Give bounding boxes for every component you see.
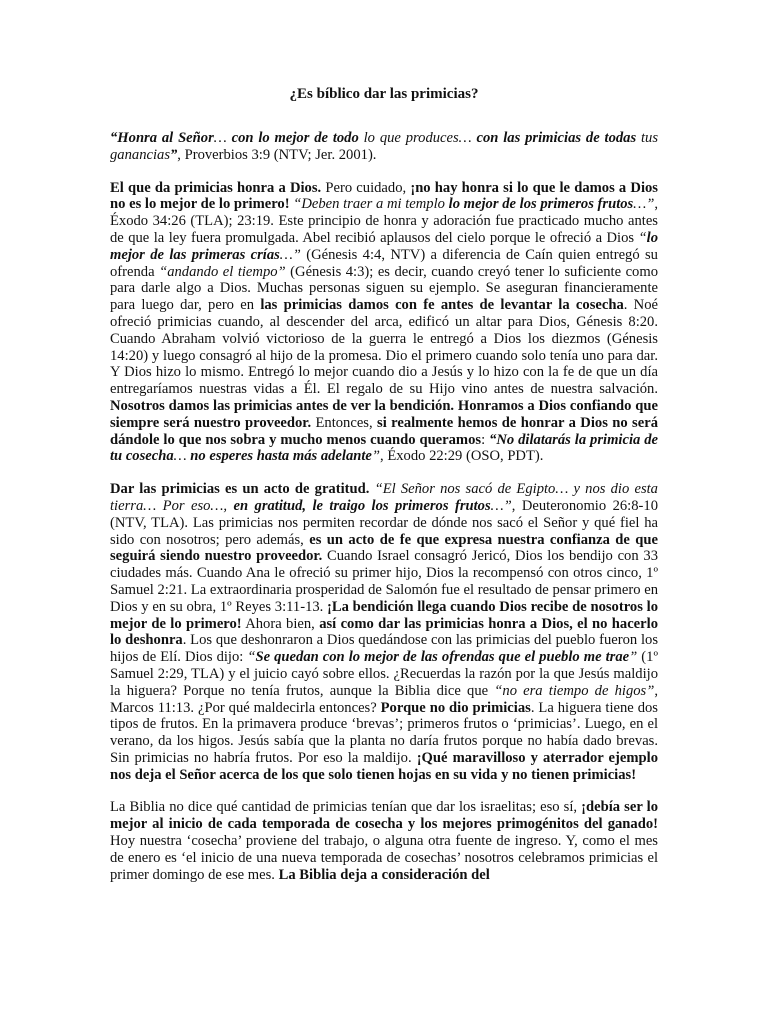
text-run: Nosotros damos las primicias antes de ver la bendición. Honramos a Dios confiando que siempre será nuestro proveedor. <box>110 397 658 431</box>
text-run: (Génesis 4:3); es decir, cuando creyó tener lo suficiente como para darle algo a Dios. Muchas personas siguen su ejemplo. Se aseguran financieramente para luego dar, pero en <box>110 263 659 314</box>
text-run: lo que produces… <box>358 130 477 146</box>
text-run: . La higuera tiene dos tipos de frutos. En la primavera produce ‘brevas’; primeros frutos o ‘primicias’. Luego, en el verano, da los higos. Jesús sabía que la planta no daría frutos porque no había dado brevas. Sin primicias no habría frutos. Por eso la maldijo. <box>110 699 658 766</box>
text-run: … <box>173 448 191 465</box>
text-run: con las primicias de todas <box>476 130 637 146</box>
text-run: ¡La bendición llega cuando Dios recibe de nosotros lo mejor de lo primero! <box>110 598 658 632</box>
text-run: lo mejor de las primeras crías <box>110 229 658 263</box>
text-run: “Deben traer a mi templo <box>289 196 449 213</box>
text-run: La Biblia no dice qué cantidad de primicias tenían que dar los israelitas; eso sí, <box>110 799 582 816</box>
text-run: , Deuteronomio 26:8-10 (NTV, TLA). Las primicias nos permiten recordar de dónde nos sacó el Señor y qué fiel ha sido con nosotros; pero además, <box>110 497 658 548</box>
text-run: La Biblia deja a consideración del <box>278 866 490 883</box>
text-run: . Los que deshonraron a Dios quedándose con las primicias del pueblo fueron los hijos de Elí. Dios dijo: <box>110 632 659 666</box>
text-run: ” <box>371 448 381 465</box>
document-body <box>110 130 658 899</box>
text-run: “No dilatarás la primicia de tu cosecha <box>110 431 659 465</box>
text-run: Pero cuidado, <box>321 179 411 196</box>
text-run: si realmente hemos de honrar a Dios no será dándole lo que nos sobra y mucho menos cuando queramos <box>110 414 658 448</box>
paragraph <box>110 180 658 466</box>
text-run: ¡Qué maravilloso y aterrador ejemplo nos deja el Señor acerca de los que solo tienen hojas en su vida y no tienen primicias! <box>110 749 658 783</box>
text-run: “no era tiempo de higos” <box>494 682 655 699</box>
text-run: “andando el tiempo” <box>159 263 286 280</box>
text-run: , Éxodo 34:26 (TLA); 23:19. Este principio de honra y adoración fue practicado mucho antes de que la ley fuera promulgada. Abel recibió aplausos del cielo porque le ofreció a Dios <box>110 196 658 246</box>
page-title: ¿Es bíblico dar las primicias? <box>289 86 479 102</box>
text-run: , Proverbios 3:9 (NTV; Jer. 2001). <box>177 146 377 163</box>
text-run: , Éxodo 22:29 (OSO, PDT). <box>380 448 544 465</box>
text-run: Se quedan con lo mejor de las ofrendas que el pueblo me trae <box>255 649 630 666</box>
paragraph <box>110 130 658 164</box>
text-run: , Marcos 11:13. ¿Por qué maldecirla entonces? <box>110 682 658 716</box>
text-run: . Noé ofreció primicias cuando, al descender del arca, edificó un altar para Dios, Génesis 8:20. Cuando Abraham volvió victorioso de la guerra le entregó a Dios los diezmos (Génesis 14:20) y luego consagró al hijo de la promesa. Dio el primero cuando solo tenía uno para dar. Y Dios hizo lo mismo. Entregó lo mejor cuando dio a Jesús y lo hizo con la fe de que un día entregaríamos nuestras vidas a Él. El regalo de su Hijo vino antes de nuestra salvación. <box>110 297 658 398</box>
text-run: ” <box>629 649 638 666</box>
text-run: Cuando Israel consagró Jericó, Dios los bendijo con 33 ciudades más. Cuando Ana le ofreció su primer hijo, Dios la recompensó con otros cinco, 1º Samuel 2:21. La extraordinaria prosperidad de Salomón fue el resultado de pensar primero en Dios y en su obra, 1º Reyes 3:11-13. <box>110 548 658 615</box>
text-run: las primicias damos con fe antes de levantar la cosecha <box>260 297 624 314</box>
text-run: “Honra al Señor <box>110 130 214 146</box>
text-run: ” <box>170 146 178 163</box>
text-run: así como dar las primicias honra a Dios, el no hacerlo lo deshonra <box>110 615 658 649</box>
text-run: tus ganancias <box>110 130 659 163</box>
paragraph <box>110 799 658 883</box>
text-run: con lo mejor de todo <box>231 130 359 146</box>
text-run: “ <box>638 229 647 246</box>
paragraph <box>110 481 658 783</box>
text-run: Porque no dio primicias <box>380 699 531 716</box>
text-run: (1º Samuel 2:29, TLA) y el juicio cayó sobre ellos. ¿Recuerdas la razón por la que Jesús maldijo la higuera? Porque no tenía frutos, aunque la Biblia dice que <box>110 649 658 699</box>
text-run: es un acto de fe que expresa nuestra confianza de que seguirá siendo nuestro proveedor. <box>110 531 659 565</box>
text-run: “El Señor nos sacó de Egipto… y nos dio esta tierra… Por eso…, <box>110 481 658 514</box>
text-run: : <box>481 431 490 448</box>
text-run: Ahora bien, <box>241 615 320 632</box>
text-run: …” <box>279 246 301 263</box>
text-run: … <box>213 130 232 146</box>
text-run: (Génesis 4:4, NTV) a diferencia de Caín quien entregó su ofrenda <box>110 246 658 280</box>
text-run: no esperes hasta más adelante <box>190 448 372 465</box>
text-run: ¡no hay honra si lo que le damos a Dios no es lo mejor de lo primero! <box>110 179 658 213</box>
text-run: en gratitud, le traigo los primeros frutos <box>233 497 491 514</box>
text-run: Hoy nuestra ‘cosecha’ proviene del trabajo, o alguna otra fuente de ingreso. Y, como el mes de enero es ‘el inicio de una nueva temporada de cosechas’ nosotros celebramos primicias el primer domingo de ese mes. <box>110 833 658 883</box>
text-run: “ <box>247 649 256 666</box>
text-run: ¡debía ser lo mejor al inicio de cada temporada de cosecha y los mejores primogénitos del ganado! <box>110 799 658 833</box>
text-run: Dar las primicias es un acto de gratitud. <box>110 481 370 498</box>
text-run: lo mejor de los primeros frutos <box>448 196 634 213</box>
text-run: …” <box>633 196 655 213</box>
text-run: …” <box>490 497 512 514</box>
text-run: Entonces, <box>311 414 378 431</box>
text-run: El que da primicias honra a Dios. <box>110 179 322 196</box>
